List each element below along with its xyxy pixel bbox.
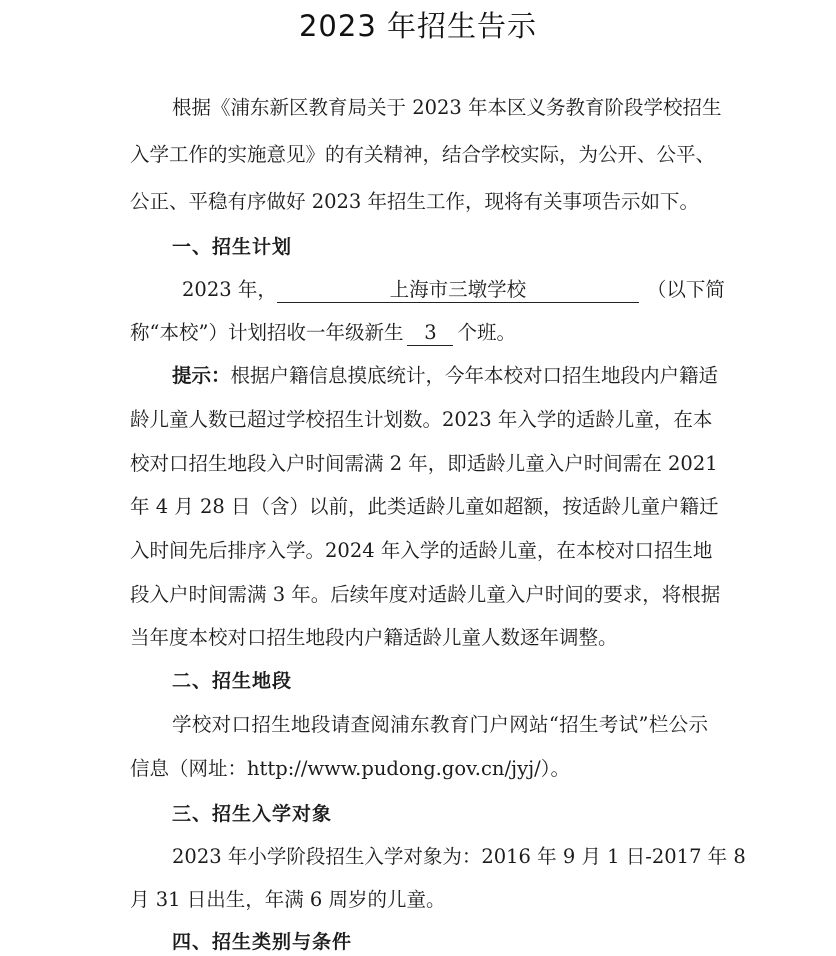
plan-line2-before: 称“本校”）计划招收一年级新生: [130, 321, 404, 344]
tip-line-7: 当年度本校对口招生地段内户籍适龄儿童人数逐年调整。: [130, 626, 618, 649]
section2-heading: 二、招生地段: [172, 670, 293, 692]
tip-label: 提示：: [172, 364, 231, 387]
intro-line-3: 公正、平稳有序做好 2023 年招生工作，现将有关事项告示如下。: [130, 190, 700, 213]
tip-line-3: 校对口招生地段入户时间需满 2 年，即适龄儿童入户时间需在 2021: [130, 452, 718, 475]
tip-line-6: 段入户时间需满 3 年。后续年度对适龄儿童入户时间的要求，将根据: [130, 583, 721, 606]
section4-heading: 四、招生类别与条件: [172, 931, 353, 953]
tip-line-5: 入时间先后排序入学。2024 年入学的适龄儿童，在本校对口招生地: [130, 539, 713, 562]
plan-after-school: （以下简: [646, 278, 725, 301]
intro-line-1: 根据《浦东新区教育局关于 2023 年本区义务教育阶段学校招生: [172, 96, 722, 119]
tip-line-1-text: 根据户籍信息摸底统计，今年本校对口招生地段内户籍适: [230, 364, 719, 387]
plan-year-label: 2023 年，: [182, 278, 277, 301]
class-count-field: 3: [407, 321, 453, 346]
section1-heading: 一、招生计划: [172, 236, 293, 258]
district-line-2: 信息（网址：http://www.pudong.gov.cn/jyj/）。: [130, 757, 570, 780]
target-line-1: 2023 年小学阶段招生入学对象为：2016 年 9 月 1 日-2017 年 8: [172, 845, 746, 868]
section3-heading: 三、招生入学对象: [172, 803, 333, 825]
plan-line2-after: 个班。: [457, 321, 516, 344]
intro-line-2: 入学工作的实施意见》的有关精神，结合学校实际，为公开、公平、: [130, 143, 716, 166]
tip-line-1: [172, 362, 719, 390]
target-line-2: 月 31 日出生，年满 6 周岁的儿童。: [130, 888, 446, 911]
page-title: 2023 年招生告示: [298, 9, 538, 43]
plan-line-1: [182, 276, 725, 304]
tip-line-4: 年 4 月 28 日（含）以前，此类适龄儿童如超额，按适龄儿童户籍迁: [130, 495, 719, 518]
tip-line-2: 龄儿童人数已超过学校招生计划数。2023 年入学的适龄儿童，在本: [130, 408, 713, 431]
district-line-1: 学校对口招生地段请查阅浦东教育门户网站“招生考试”栏公示: [172, 713, 708, 736]
school-name-field: 上海市三墩学校: [277, 278, 639, 303]
plan-line-2: [130, 319, 516, 347]
